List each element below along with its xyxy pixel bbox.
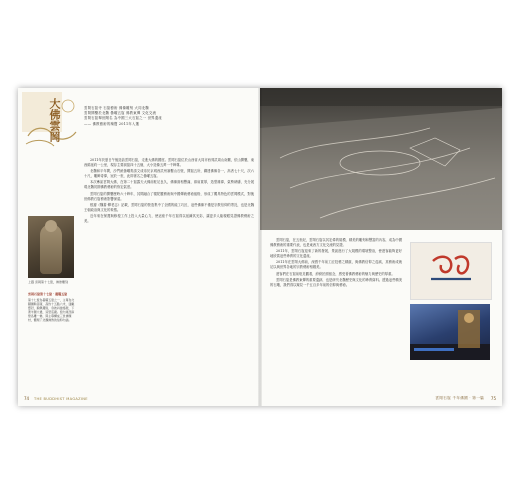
buddha-statue-photo <box>28 216 74 278</box>
intro-line: 雲岡開鑿於北魏 曇曜五窟 佛教東傳 文化交流 <box>84 111 157 116</box>
sidebar-text: 第十七窟為曇曜五窟之一，主尊為交腳彌勒菩薩，高約十五點六米，頭戴寶冠，胸佩瓔珞，身披斜掛絡腋，下著羊腸大裙，造型莊嚴。窟內東西兩壁各雕一佛，與主尊構成三世佛題材，體現了北魏佛教的信仰內涵。 <box>28 298 75 323</box>
paragraph: 雲岡石窟是佛教東傳的重要遺跡，也是研究北魏歷史與文化的珍貴資料。透過這些精美的石雕，我們得以窺見一千五百多年前的信仰與藝術。 <box>270 277 402 287</box>
paragraph: 2011年於夏日午後造訪雲岡石窟，走進大佛的國度。雲岡石窟位於山西省大同市西郊武周山南麓，依山開鑿，東西綿延約一公里，現存主要洞窟四十五個，大小造像五萬一千餘尊。 <box>84 158 254 168</box>
photo-caption: 上圖 雲岡第十七窟，佛像雕刻 <box>28 280 68 284</box>
cave-floor-photo <box>260 88 502 230</box>
article-title: 大佛雲岡 <box>48 98 61 142</box>
running-head: 雲岡石窟 千年佛國 · 第一篇 <box>435 396 484 400</box>
book-gutter <box>258 88 262 406</box>
page-number-right: 75 <box>490 396 496 401</box>
statue-head <box>45 220 57 232</box>
engraved-floor-graphic <box>260 88 502 230</box>
page-number-left: 74 <box>24 396 30 401</box>
intro-block <box>84 106 254 127</box>
magazine-spread <box>18 88 502 406</box>
calligraphy-photo <box>410 242 492 300</box>
right-page <box>260 88 502 406</box>
red-blue-symbol-icon <box>411 243 491 299</box>
intro-line: 雲岡石窟寺 石窟藝術 佛像雕刻 大同北魏 <box>84 106 149 110</box>
paragraph: 北魏和平年間，沙門統曇曜奏請文成帝於京城西武州塞鑿山石壁，開窟五所，鐫建佛像各一，高者七十尺，次六十尺，雕飾奇偉，冠於一世，此即著名之曇曜五窟。 <box>84 169 254 179</box>
title-block <box>22 92 80 152</box>
paragraph: 本次參訪雲岡大佛，在第二十窟露天大佛前駐足良久，佛像面相豐滿，兩肩寬厚，造型雄偉，氣勢磅礴，充分展現北魏初期佛教藝術的恢宏氣度。 <box>84 180 254 190</box>
left-body-text <box>84 158 254 225</box>
paragraph: 2011年，雲岡石窟迎來了新的發展，景區進行了大規模的環境整治，使遊客能夠更好地欣賞這些珍貴的文化遺產。 <box>270 249 402 259</box>
paragraph: 雲岡石窟，在五世紀，雲岡石窟以其宏偉的規模、精美的雕刻和豐富的內容，成為中國佛教藝術的重要代表，也是東西方文化交流的見證。 <box>270 238 402 248</box>
paragraph: 根據《魏書·釋老志》記載，雲岡石窟的營造集中了全國的能工巧匠，這些佛像不僅是宗教信仰的寄託，也是北魏王朝政治與文化的象徵。 <box>84 202 254 212</box>
left-page <box>18 88 260 406</box>
paragraph: 近年來在保護與修復工作上投入大量心力，使這座千年石窟得以延續其光彩，讓更多人能親眼見證佛教藝術之美。 <box>84 213 254 224</box>
paragraph: 遊客們在石窟前駐足觀看，紛紛拍照留念，感受著佛教藝術的魅力與歷史的厚重。 <box>276 271 395 276</box>
paragraph: 2011年在雲岡大佛前，深感千年前工匠技藝之精湛，與佛教信仰之虔誠，其藝術成就足以與世界各地的宗教藝術相媲美。 <box>270 260 402 270</box>
intro-line: —— 佛教藝術的瑰寶 2011年入選 <box>84 121 140 126</box>
sidebar-title: 雲岡石窟第十七窟 · 曇曜五窟 <box>28 292 68 296</box>
night-statue-photo <box>410 304 490 360</box>
paragraph: 雲岡石窟的開鑿歷時六十餘年，其間融合了犍陀羅藝術與中國傳統藝術風格，形成了獨具特色的雲岡模式，對後世佛教石窟藝術影響深遠。 <box>84 191 254 201</box>
intro-line: 雲岡石窟舉世聞名 為中國三大石窟之一 世界遺產 <box>84 116 162 121</box>
magazine-name: THE BUDDHIST MAGAZINE <box>34 397 88 401</box>
right-body-text <box>270 238 402 289</box>
illuminated-buddha-graphic <box>410 304 490 360</box>
